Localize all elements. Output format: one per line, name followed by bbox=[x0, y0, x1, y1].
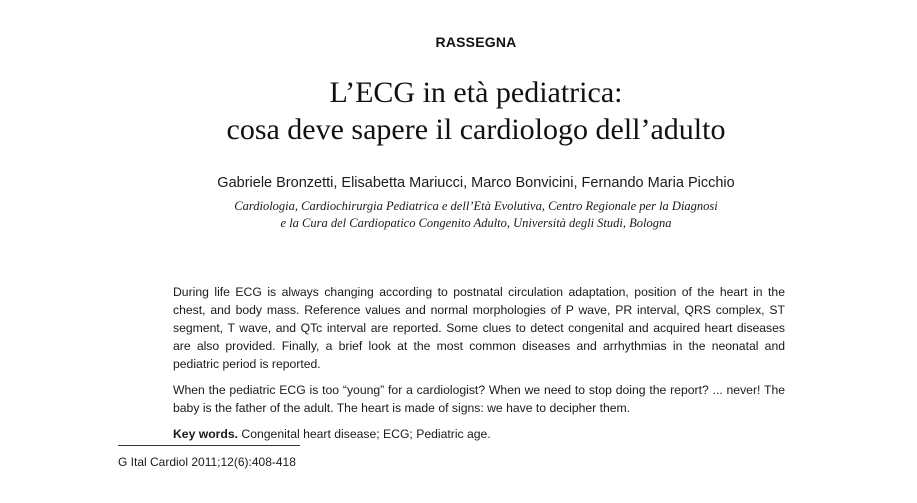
affiliation bbox=[0, 198, 917, 232]
journal-citation: G Ital Cardiol 2011;12(6):408-418 bbox=[118, 455, 296, 469]
author-list: Gabriele Bronzetti, Elisabetta Mariucci, Marco Bonvicini, Fernando Maria Picchio bbox=[217, 175, 735, 191]
footer-divider bbox=[118, 445, 300, 446]
affiliation-line-2: e la Cura del Cardiopatico Congenito Adulto, Università degli Studi, Bologna bbox=[280, 216, 672, 230]
keywords-text: Congenital heart disease; ECG; Pediatric age. bbox=[238, 427, 491, 441]
abstract-paragraph-2: When the pediatric ECG is too “young” for a cardiologist? When we need to stop doing the report? ... never! The baby is the father of the adult. The heart is made of signs: we have to decipher them. bbox=[173, 383, 785, 415]
section-label: RASSEGNA bbox=[435, 34, 517, 50]
abstract-paragraph-1: During life ECG is always changing according to postnatal circulation adaptation, position of the heart in the chest, and body mass. Reference values and normal morphologies of P wave, PR interval, QRS complex, ST segment, T wave, and QTc interval are reported. Some clues to detect congenital and acquired heart diseases are also provided. Finally, a brief look at the most common diseases and arrhythmias in the neonatal and pediatric period is reported. bbox=[173, 285, 785, 371]
affiliation-line-1: Cardiologia, Cardiochirurgia Pediatrica e dell’Età Evolutiva, Centro Regionale per la Diagnosi bbox=[234, 199, 718, 213]
title-line-1: L’ECG in età pediatrica: bbox=[329, 76, 623, 109]
keywords bbox=[173, 425, 785, 443]
title-line-2: cosa deve sapere il cardiologo dell’adulto bbox=[226, 113, 726, 146]
abstract bbox=[173, 283, 785, 451]
article-title bbox=[0, 74, 917, 148]
keywords-label: Key words. bbox=[173, 427, 239, 441]
